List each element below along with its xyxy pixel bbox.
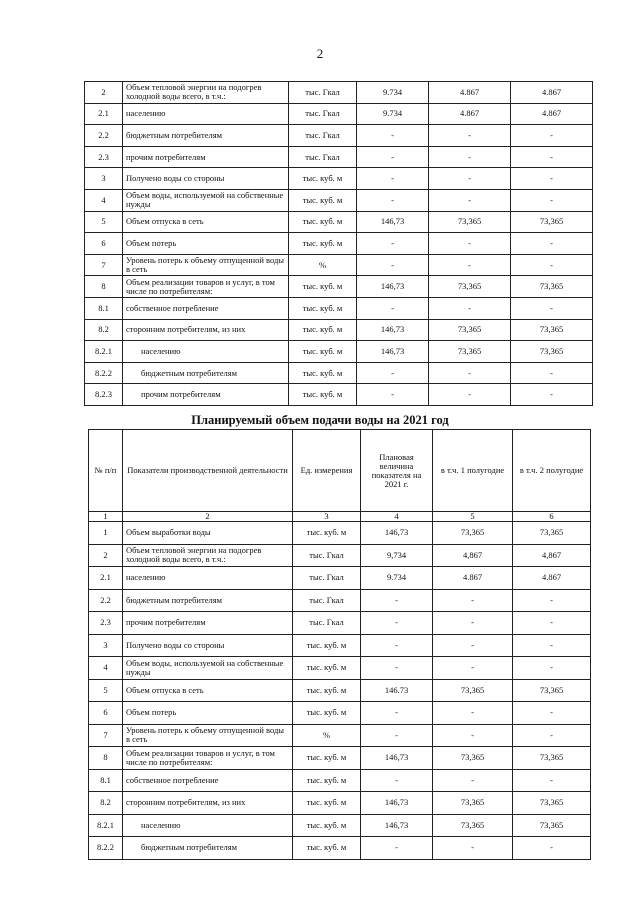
row-value-half1: 73,365 xyxy=(433,679,513,702)
table-row xyxy=(89,769,591,792)
table-row xyxy=(89,702,591,725)
row-value-half2: 73,365 xyxy=(513,522,591,545)
row-unit: тыс. куб. м xyxy=(289,319,357,341)
table-row xyxy=(89,679,591,702)
row-name: сторонним потребителям, из них xyxy=(123,319,289,341)
row-name: Уровень потерь к объему отпущенной воды в сеть xyxy=(123,724,293,747)
table-row xyxy=(85,168,593,190)
row-name: Уровень потерь к объему отпущенной воды в сеть xyxy=(123,254,289,276)
row-value-half2: - xyxy=(513,724,591,747)
row-unit: тыс. куб. м xyxy=(293,792,361,815)
row-unit: тыс. Гкал xyxy=(293,544,361,567)
row-value-half2: - xyxy=(511,384,593,406)
row-unit: тыс. Гкал xyxy=(293,589,361,612)
row-number: 1 xyxy=(89,522,123,545)
row-value-half2: - xyxy=(513,702,591,725)
row-value-plan: - xyxy=(361,769,433,792)
row-value-plan: 146,73 xyxy=(357,211,429,233)
table-row xyxy=(85,362,593,384)
row-unit: тыс. Гкал xyxy=(293,567,361,590)
row-unit: тыс. Гкал xyxy=(293,612,361,635)
row-value-half1: 4,867 xyxy=(433,544,513,567)
row-unit: тыс. куб. м xyxy=(293,814,361,837)
row-unit: тыс. куб. м xyxy=(293,837,361,860)
row-number: 8.2.2 xyxy=(89,837,123,860)
row-number: 6 xyxy=(89,702,123,725)
row-name: населению xyxy=(123,103,289,125)
row-number: 5 xyxy=(85,211,123,233)
row-value-half2: 73,365 xyxy=(511,276,593,298)
row-name: прочим потребителям xyxy=(123,146,289,168)
row-value-half1: - xyxy=(429,384,511,406)
row-value-half1: - xyxy=(429,297,511,319)
row-value-plan: - xyxy=(357,189,429,211)
row-unit: тыс. куб. м xyxy=(289,211,357,233)
row-unit: тыс. куб. м xyxy=(293,634,361,657)
row-value-half1: 73,365 xyxy=(429,276,511,298)
row-value-half1: - xyxy=(433,634,513,657)
row-name: Объем реализации товаров и услуг, в том числе по потребителям: xyxy=(123,276,289,298)
row-value-plan: - xyxy=(357,254,429,276)
row-number: 2.2 xyxy=(89,589,123,612)
row-value-plan: - xyxy=(357,233,429,255)
row-value-plan: 9,734 xyxy=(361,544,433,567)
row-number: 3 xyxy=(89,634,123,657)
row-number: 2.3 xyxy=(85,146,123,168)
row-name: Получено воды со стороны xyxy=(123,634,293,657)
header-half2: в т.ч. 2 полугодие xyxy=(513,430,591,512)
row-value-half1: - xyxy=(429,254,511,276)
row-value-half1: 73,365 xyxy=(429,341,511,363)
row-value-plan: - xyxy=(361,657,433,680)
row-value-half2: - xyxy=(513,634,591,657)
row-number: 8 xyxy=(89,747,123,770)
row-value-half2: - xyxy=(511,254,593,276)
col-number: 2 xyxy=(123,512,293,522)
row-unit: тыс. куб. м xyxy=(293,702,361,725)
row-number: 4 xyxy=(89,657,123,680)
row-value-plan: 9.734 xyxy=(361,567,433,590)
row-value-half1: - xyxy=(433,769,513,792)
row-unit: тыс. куб. м xyxy=(293,657,361,680)
row-name: Объем реализации товаров и услуг, в том числе по потребителям: xyxy=(123,747,293,770)
row-value-half1: - xyxy=(429,362,511,384)
row-unit: тыс. куб. м xyxy=(293,769,361,792)
row-value-plan: 9.734 xyxy=(357,82,429,104)
row-value-half2: - xyxy=(513,657,591,680)
row-value-plan: 146,73 xyxy=(361,747,433,770)
row-number: 2 xyxy=(89,544,123,567)
row-name: прочим потребителям xyxy=(123,384,289,406)
row-number: 7 xyxy=(85,254,123,276)
row-value-half2: - xyxy=(511,189,593,211)
row-name: бюджетным потребителям xyxy=(123,125,289,147)
header-num: № п/п xyxy=(89,430,123,512)
row-number: 8.1 xyxy=(85,297,123,319)
row-value-plan: 9.734 xyxy=(357,103,429,125)
row-number: 8.2.1 xyxy=(85,341,123,363)
row-value-half2: 73,365 xyxy=(511,319,593,341)
table-row xyxy=(89,567,591,590)
row-unit: тыс. куб. м xyxy=(293,522,361,545)
table-continued xyxy=(84,81,593,406)
table-plan-2021 xyxy=(88,429,591,860)
row-value-half2: 4,867 xyxy=(513,544,591,567)
row-unit: тыс. куб. м xyxy=(289,233,357,255)
row-number: 5 xyxy=(89,679,123,702)
row-value-plan: - xyxy=(357,384,429,406)
table-row xyxy=(85,254,593,276)
table-row xyxy=(85,103,593,125)
row-unit: тыс. куб. м xyxy=(289,384,357,406)
row-value-half1: - xyxy=(429,233,511,255)
row-value-half2: - xyxy=(511,362,593,384)
row-value-plan: - xyxy=(357,168,429,190)
table-row xyxy=(89,657,591,680)
table-row xyxy=(85,189,593,211)
row-value-half2: 73,365 xyxy=(511,341,593,363)
col-number: 3 xyxy=(293,512,361,522)
row-unit: тыс. куб. м xyxy=(289,297,357,319)
row-unit: тыс. куб. м xyxy=(289,189,357,211)
row-unit: тыс. Гкал xyxy=(289,125,357,147)
row-value-half2: - xyxy=(513,837,591,860)
row-number: 7 xyxy=(89,724,123,747)
row-value-half1: 73,365 xyxy=(429,211,511,233)
row-value-half2: - xyxy=(511,168,593,190)
row-number: 8.2 xyxy=(85,319,123,341)
row-number: 2 xyxy=(85,82,123,104)
row-number: 2.1 xyxy=(89,567,123,590)
row-number: 8.1 xyxy=(89,769,123,792)
row-value-plan: - xyxy=(361,589,433,612)
row-value-half1: 73,365 xyxy=(433,747,513,770)
row-value-plan: - xyxy=(361,702,433,725)
header-unit: Ед. измерения xyxy=(293,430,361,512)
table-row xyxy=(89,724,591,747)
row-value-half1: 73,365 xyxy=(433,522,513,545)
header-name: Показатели производственной деятельности xyxy=(123,430,293,512)
row-name: Объем выработки воды xyxy=(123,522,293,545)
table-row xyxy=(89,544,591,567)
row-value-half1: 73,365 xyxy=(433,792,513,815)
table-header-row xyxy=(89,430,591,512)
row-value-half2: - xyxy=(511,146,593,168)
row-value-half1: - xyxy=(433,702,513,725)
row-name: прочим потребителям xyxy=(123,612,293,635)
table-row xyxy=(89,589,591,612)
row-name: бюджетным потребителям xyxy=(123,362,289,384)
row-number: 2.3 xyxy=(89,612,123,635)
row-value-half2: 73,365 xyxy=(511,211,593,233)
row-value-plan: - xyxy=(357,146,429,168)
row-number: 8.2 xyxy=(89,792,123,815)
row-value-plan: 146,73 xyxy=(357,341,429,363)
row-number: 4 xyxy=(85,189,123,211)
row-name: Объем отпуска в сеть xyxy=(123,211,289,233)
row-value-half1: - xyxy=(433,612,513,635)
table-row xyxy=(85,276,593,298)
row-unit: тыс. Гкал xyxy=(289,82,357,104)
row-value-half2: - xyxy=(511,125,593,147)
table-row xyxy=(85,146,593,168)
row-value-half2: 4.867 xyxy=(511,82,593,104)
table-row xyxy=(85,297,593,319)
table-row xyxy=(85,82,593,104)
row-value-half1: 73,365 xyxy=(433,814,513,837)
table-row xyxy=(85,211,593,233)
row-unit: тыс. куб. м xyxy=(289,341,357,363)
row-value-plan: - xyxy=(361,612,433,635)
row-number: 2.2 xyxy=(85,125,123,147)
row-value-half1: 73,365 xyxy=(429,319,511,341)
table-row xyxy=(85,233,593,255)
row-name: Получено воды со стороны xyxy=(123,168,289,190)
row-value-half1: - xyxy=(429,189,511,211)
row-unit: тыс. куб. м xyxy=(289,168,357,190)
row-value-half2: - xyxy=(513,612,591,635)
row-name: Объем воды, используемой на собственные нужды xyxy=(123,657,293,680)
row-value-half2: 73,365 xyxy=(513,792,591,815)
row-number: 8.2.3 xyxy=(85,384,123,406)
row-number: 8.2.1 xyxy=(89,814,123,837)
col-number: 5 xyxy=(433,512,513,522)
row-value-plan: - xyxy=(357,297,429,319)
table-row xyxy=(89,814,591,837)
row-value-plan: 146,73 xyxy=(361,814,433,837)
row-name: Объем потерь xyxy=(123,233,289,255)
row-name: Объем отпуска в сеть xyxy=(123,679,293,702)
row-value-half1: 4.867 xyxy=(433,567,513,590)
table-row xyxy=(89,747,591,770)
row-value-plan: - xyxy=(361,837,433,860)
col-number: 1 xyxy=(89,512,123,522)
row-name: Объем воды, используемой на собственные нужды xyxy=(123,189,289,211)
table-row xyxy=(85,319,593,341)
row-number: 6 xyxy=(85,233,123,255)
row-number: 2.1 xyxy=(85,103,123,125)
row-value-plan: 146,73 xyxy=(361,792,433,815)
row-unit: тыс. куб. м xyxy=(289,362,357,384)
row-name: собственное потребление xyxy=(123,297,289,319)
row-value-half2: - xyxy=(513,589,591,612)
table-row xyxy=(89,792,591,815)
table-row xyxy=(89,612,591,635)
column-number-row xyxy=(89,512,591,522)
table-continued-body xyxy=(85,82,593,406)
row-value-half1: - xyxy=(433,589,513,612)
row-value-half2: 73,365 xyxy=(513,747,591,770)
row-unit: тыс. куб. м xyxy=(289,276,357,298)
row-value-plan: - xyxy=(357,362,429,384)
table-row xyxy=(85,125,593,147)
row-value-half2: 73,365 xyxy=(513,679,591,702)
row-unit: % xyxy=(293,724,361,747)
header-half1: в т.ч. 1 полугодие xyxy=(433,430,513,512)
table-row xyxy=(89,634,591,657)
row-value-plan: - xyxy=(361,634,433,657)
row-value-half1: 4.867 xyxy=(429,103,511,125)
table-row xyxy=(85,384,593,406)
row-unit: % xyxy=(289,254,357,276)
header-plan: Плановая величина показателя на 2021 г. xyxy=(361,430,433,512)
row-value-half1: - xyxy=(429,168,511,190)
row-number: 8 xyxy=(85,276,123,298)
table-plan-body xyxy=(89,522,591,860)
row-value-plan: - xyxy=(361,724,433,747)
section-title: Планируемый объем подачи воды на 2021 год xyxy=(191,413,449,427)
row-value-half1: - xyxy=(429,146,511,168)
row-unit: тыс. куб. м xyxy=(293,679,361,702)
row-value-half1: - xyxy=(433,657,513,680)
row-name: бюджетным потребителям xyxy=(123,589,293,612)
row-value-half1: - xyxy=(433,837,513,860)
row-value-half2: 4.867 xyxy=(511,103,593,125)
row-name: населению xyxy=(123,567,293,590)
row-value-plan: 146,73 xyxy=(357,276,429,298)
row-unit: тыс. куб. м xyxy=(293,747,361,770)
table-row xyxy=(89,837,591,860)
row-number: 3 xyxy=(85,168,123,190)
row-value-plan: - xyxy=(357,125,429,147)
table-row xyxy=(89,522,591,545)
row-name: Объем тепловой энергии на подогрев холодной воды всего, в т.ч.: xyxy=(123,544,293,567)
page-number: 2 xyxy=(316,46,324,61)
row-unit: тыс. Гкал xyxy=(289,103,357,125)
row-number: 8.2.2 xyxy=(85,362,123,384)
col-number: 6 xyxy=(513,512,591,522)
row-name: населению xyxy=(123,814,293,837)
row-name: сторонним потребителям, из них xyxy=(123,792,293,815)
row-value-half2: 4.867 xyxy=(513,567,591,590)
row-value-plan: 146,73 xyxy=(361,522,433,545)
row-value-half2: - xyxy=(513,769,591,792)
row-value-plan: 146.73 xyxy=(361,679,433,702)
row-value-half1: - xyxy=(429,125,511,147)
row-unit: тыс. Гкал xyxy=(289,146,357,168)
table-row xyxy=(85,341,593,363)
row-name: Объем тепловой энергии на подогрев холодной воды всего, в т.ч.: xyxy=(123,82,289,104)
row-name: бюджетным потребителям xyxy=(123,837,293,860)
row-value-half2: - xyxy=(511,233,593,255)
row-name: собственное потребление xyxy=(123,769,293,792)
row-name: Объем потерь xyxy=(123,702,293,725)
row-value-half1: - xyxy=(433,724,513,747)
row-value-plan: 146,73 xyxy=(357,319,429,341)
row-value-half2: - xyxy=(511,297,593,319)
col-number: 4 xyxy=(361,512,433,522)
row-value-half1: 4.867 xyxy=(429,82,511,104)
row-value-half2: 73,365 xyxy=(513,814,591,837)
row-name: населению xyxy=(123,341,289,363)
